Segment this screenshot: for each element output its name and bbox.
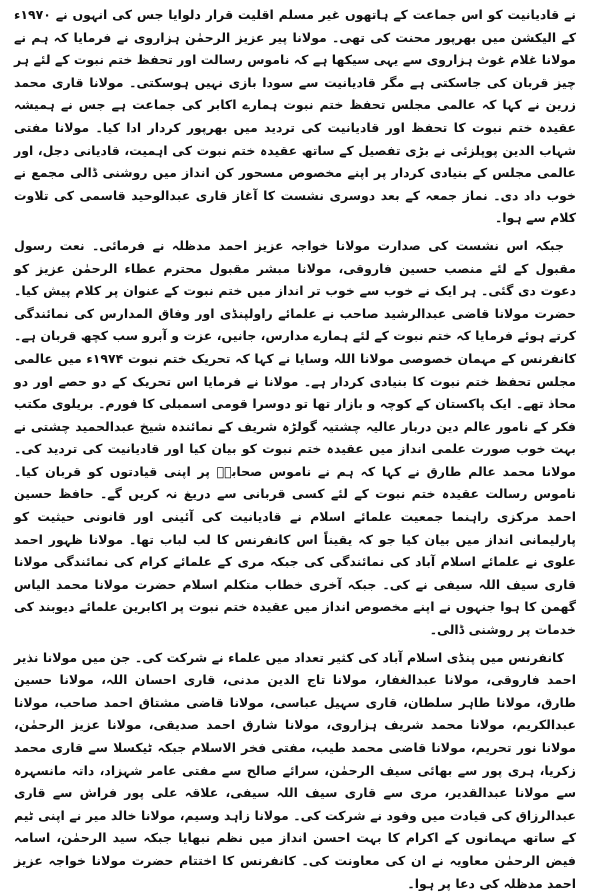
paragraph-2: جبکہ اس نشست کی صدارت مولانا خواجہ عزیز احمد مدظلہ نے فرمائی۔ نعت رسول مقبول کے لئے منصب حسین فاروقی، مولانا مبشر مقبول محترم عطاء الرحمٰن عزیز کو دعوت دی گئی۔ ہر ایک نے خوب سے خوب تر انداز میں ختم نبوت کے عنوان پر کلام پیش کیا۔ حضرت مولانا قاضی عبدالرشید صاحب نے علمائے راولپنڈی اور وفاق المدارس کی نمائندگی کرتے ہوئے فرمایا کہ ختم نبوت کے لئے ہمارے مدارس، جانیں، عزت و آبرو سب کچھ قربان ہے۔ کانفرنس کے مہمان خصوصی مولانا اللہ وسایا نے کہا کہ تحریک ختم نبوت ۱۹۷۴ء میں عالمی مجلس تحفظ ختم نبوت کا بنیادی کردار ہے۔ مولانا نے فرمایا اس تحریک کے دو حصے اور دو محاذ تھے۔ ایک پاکستان کے کوچہ و بازار تھا تو دوسرا قومی اسمبلی کا فورم۔ بریلوی مکتب فکر کے نامور عالم دین دربار عالیہ چشتیہ گولڑہ شریف کے نمائندہ شیخ عبدالحمید چشتی نے بہت خوب صورت علمی انداز میں عقیدہ ختم نبوت کو بیان کیا اور قادیانیت کی تردید کی۔ مولانا محمد عالم طارق نے کہا کہ ہم نے ناموس صحابہؓ پر اپنی قیادتوں کو قربان کیا۔ ناموس رسالت عقیدہ ختم نبوت کے لئے کسی قربانی سے دریغ نہ کریں گے۔ حافظ حسین احمد مرکزی راہنما جمعیت علمائے اسلام نے قادیانیت کی آئینی اور قانونی حیثیت کو پارلیمانی انداز میں بیان کیا جو کہ یقیناً اس کانفرنس کا لب لباب تھا۔ مولانا ظہور احمد علوی نے علمائے اسلام آباد کی نمائندگی کی جبکہ مری کے علمائے کرام کی نمائندگی مولانا قاری سیف اللہ سیفی نے کی۔ جبکہ آخری خطاب متکلم اسلام حضرت مولانا محمد الیاس گھمن کا ہوا جنہوں نے اپنے مخصوص انداز میں عقیدہ ختم نبوت پر اکابرین علمائے دیوبند کی خدمات پر روشنی ڈالی۔ [14,237,577,638]
paragraph-3: کانفرنس میں پنڈی اسلام آباد کی کثیر تعداد میں علماء نے شرکت کی۔ جن میں مولانا نذیر احمد فاروقی، مولانا عبدالغفار، مولانا تاج الدین مدنی، قاری احسان اللہ، مولانا حسین طارق، مولانا طاہر سلطان، قاری سہیل عباسی، مولانا قاضی مشتاق احمد صاحب، مولانا عبدالکریم، مولانا محمد شریف ہزاروی، مولانا شارق احمد صدیقی، مولانا عزیز الرحمٰن، مولانا نور تحریم، مولانا قاضی محمد طیب، مفتی فخر الاسلام جبکہ ٹیکسلا سے قاری محمد زکریا، ہری پور سے بھائی سیف الرحمٰن، سرائے صالح سے مفتی عامر شہزاد، داتہ مانسہرہ سے مولانا عبدالقدیر، مری سے قاری سیف اللہ سیفی، علاقہ علی پور فراش سے قاری عبدالرزاق کی قیادت میں وفود نے شرکت کی۔ مولانا زاہد وسیم، مولانا خالد میر نے اپنی ٹیم کے ساتھ مہمانوں کے اکرام کا بہت احسن انداز میں نظم نبھایا جبکہ سید الرحمٰن، اسامہ فیض الرحمٰن معاویہ نے ان کی معاونت کی۔ کانفرنس کا اختتام حضرت مولانا خواجہ عزیز احمد مدظلہ کی دعا پر ہوا۔ [14,649,576,891]
paragraph-1: نے قادیانیت کو اس جماعت کے ہاتھوں غیر مسلم اقلیت قرار دلوایا جس کی انہوں نے ۱۹۷۰ء کے الیکشن میں بھرپور محنت کی تھی۔ مولانا پیر عزیز الرحمٰن ہزاروی نے فرمایا کہ ہم نے مولانا غلام غوث ہزاروی سے یہی سیکھا ہے کہ ناموس رسالت اور تحفظ ختم نبوت کے لئے ہر چیز قربان کی جاسکتی ہے مگر قادیانیت سے سودا بازی نہیں ہوسکتی۔ مولانا قاری محمد زرین نے کہا کہ عالمی مجلس تحفظ ختم نبوت ہمارے اکابر کی جماعت ہے جس نے ہمیشہ عقیدہ ختم نبوت کا تحفظ اور قادیانیت کی تردید میں بھرپور کردار ادا کیا۔ مولانا مفتی شہاب الدین پوپلزئی نے بڑی تفصیل کے ساتھ عقیدہ ختم نبوت کی اہمیت، قادیانی دجل، اور عالمی مجلس کے بنیادی کردار پر اپنے مخصوص مسحور کن انداز میں روشنی ڈالی مجمع نے خوب داد دی۔ نماز جمعہ کے بعد دوسری نشست کا آغاز قاری عبدالوحید قاسمی کی تلاوت کلام سے ہوا۔ [14,7,576,226]
